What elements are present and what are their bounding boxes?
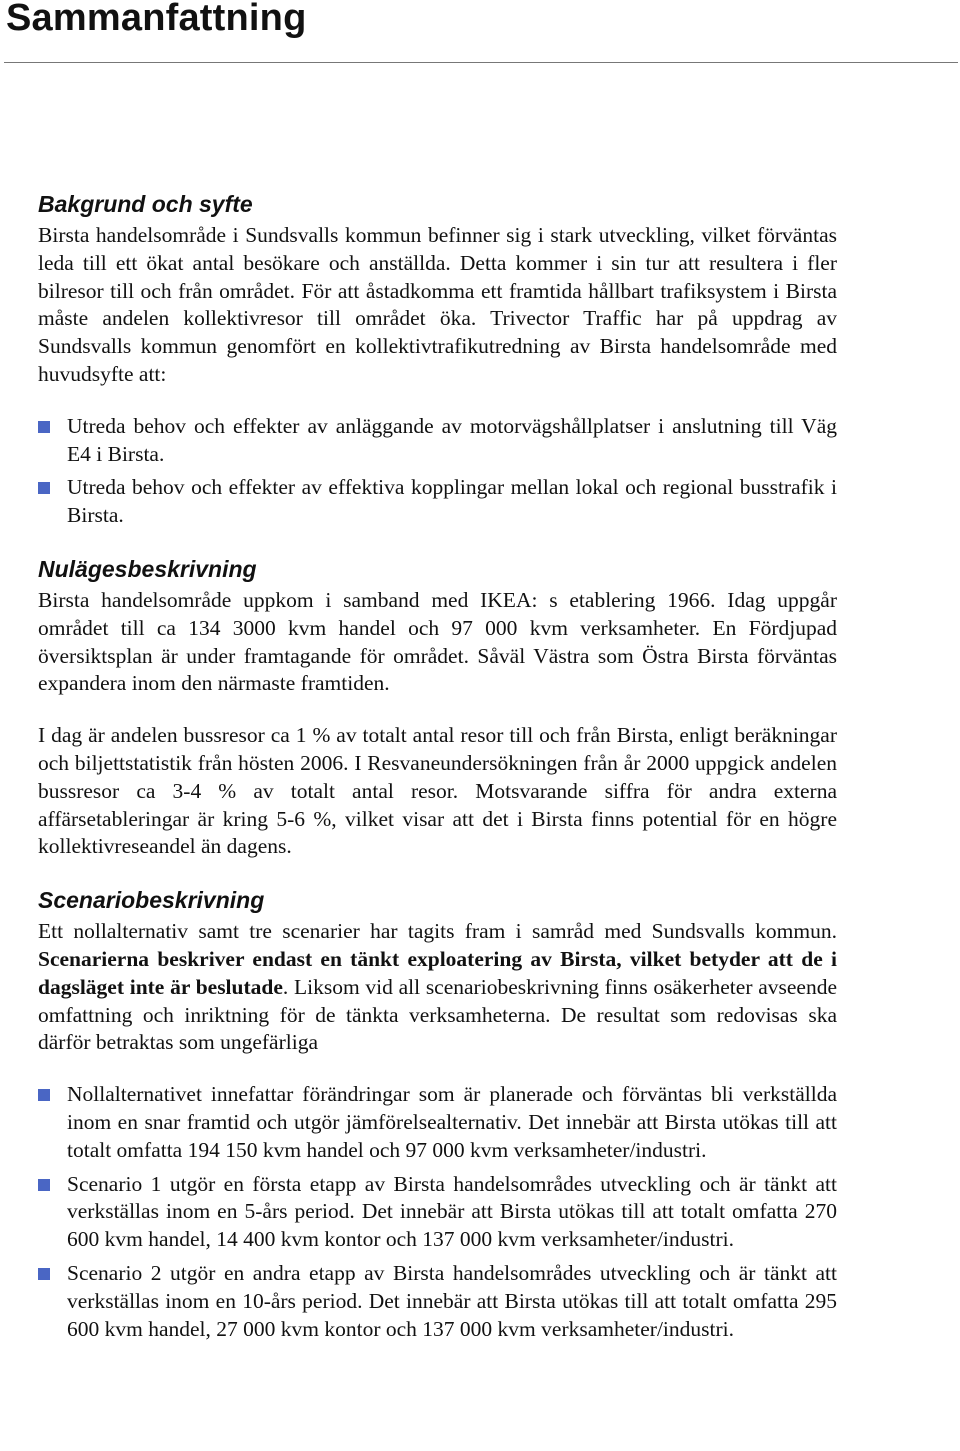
- list-item: [38, 413, 837, 469]
- list-item-text: Nollalternativet innefattar förändringar som är planerade och förväntas bli verkställda inom en snar framtid och utgör jämförelsealternativ. Det innebär att Birsta utökas till att totalt omfatta 194 150 kvm handel och 97 000 kvm verksamheter/industri.: [67, 1082, 837, 1162]
- background-bullet-list: [38, 413, 837, 530]
- list-item-text: Utreda behov och effekter av anläggande av motorvägshållplatser i anslutning till Väg E4 i Birsta.: [67, 413, 837, 466]
- square-bullet-icon: [38, 1268, 50, 1280]
- title-divider: [4, 62, 958, 63]
- background-paragraph: Birsta handelsområde i Sundsvalls kommun befinner sig i stark utveckling, vilket förväntas leda till ett ökat antal besökare och anställda. Detta kommer i sin tur att resultera i fler bilresor till och från området. För att åstadkomma ett framtida hållbart trafiksystem i Birsta måste andelen kollektivresor till området öka. Trivector Traffic har på uppdrag av Sundsvalls kommun genomfört en kollektivtrafikutredning av Birsta handelsområde med huvudsyfte att:: [38, 223, 837, 386]
- page-title: Sammanfattning: [6, 0, 307, 39]
- scenario-bullet-list: [38, 1081, 837, 1343]
- square-bullet-icon: [38, 421, 50, 433]
- scenario-intro-emphasis: Scenarierna beskriver endast en tänkt exploatering av Birsta, vilket betyder att de i dagsläget inte är beslutade: [38, 946, 837, 999]
- heading-scenario: Scenariobeskrivning: [38, 887, 265, 914]
- scenario-intro-start: Ett nollalternativ samt tre scenarier har tagits fram i samråd med Sundsvalls kommun.: [38, 919, 837, 944]
- list-item-text: Utreda behov och effekter av effektiva kopplingar mellan lokal och regional busstrafik i Birsta.: [67, 475, 837, 528]
- list-item: [38, 1081, 837, 1164]
- scenario-intro-paragraph: [38, 918, 837, 1057]
- document-body: [38, 186, 837, 1343]
- list-item: [38, 474, 837, 530]
- list-item-text: Scenario 1 utgör en första etapp av Birsta handelsområdes utveckling och är tänkt att verkställas inom en 5-års period. Det innebär att Birsta utökas till att totalt omfatta 270 600 kvm handel, 14 400 kvm kontor och 137 000 kvm verksamheter/industri.: [67, 1171, 837, 1252]
- square-bullet-icon: [38, 482, 50, 494]
- current-state-paragraph-2: I dag är andelen bussresor ca 1 % av totalt antal resor till och från Birsta, enligt beräkningar och biljettstatistik från hösten 2006. I Resvaneundersökningen från år 2000 uppgick andelen bussresor ca 3-4 % av totalt antal resor. Motsvarande siffra för andra externa affärsetableringar är kring 5-6 %, vilket visar att det i Birsta finns potential för en högre kollektivreseandel än dagens.: [38, 723, 837, 859]
- list-item: [38, 1171, 837, 1254]
- heading-background: Bakgrund och syfte: [38, 191, 253, 217]
- heading-current-state: Nulägesbeskrivning: [38, 555, 257, 582]
- list-item: [38, 1260, 837, 1343]
- current-state-paragraph-1: Birsta handelsområde uppkom i samband med IKEA: s etablering 1966. Idag uppgår området till ca 134 3000 kvm handel och 97 000 kvm verksamheter. En Fördjupad översiktsplan är under framtagande för området. Såväl Västra som Östra Birsta förväntas expandera inom den närmaste framtiden.: [38, 587, 837, 696]
- square-bullet-icon: [38, 1179, 50, 1191]
- scenario-intro-end: . Liksom vid all scenariobeskrivning finns osäkerheter avseende omfattning och inriktning för de tänkta verksamheterna. De resultat som redovisas ska därför betraktas som ungefärliga: [38, 974, 837, 1055]
- list-item-text: Scenario 2 utgör en andra etapp av Birsta handelsområdes utveckling och är tänkt att verkställas inom en 10-års period. Det innebär att Birsta utökas till att totalt omfatta 295 600 kvm handel, 27 000 kvm kontor och 137 000 kvm verksamheter/industri.: [67, 1260, 837, 1341]
- square-bullet-icon: [38, 1089, 50, 1101]
